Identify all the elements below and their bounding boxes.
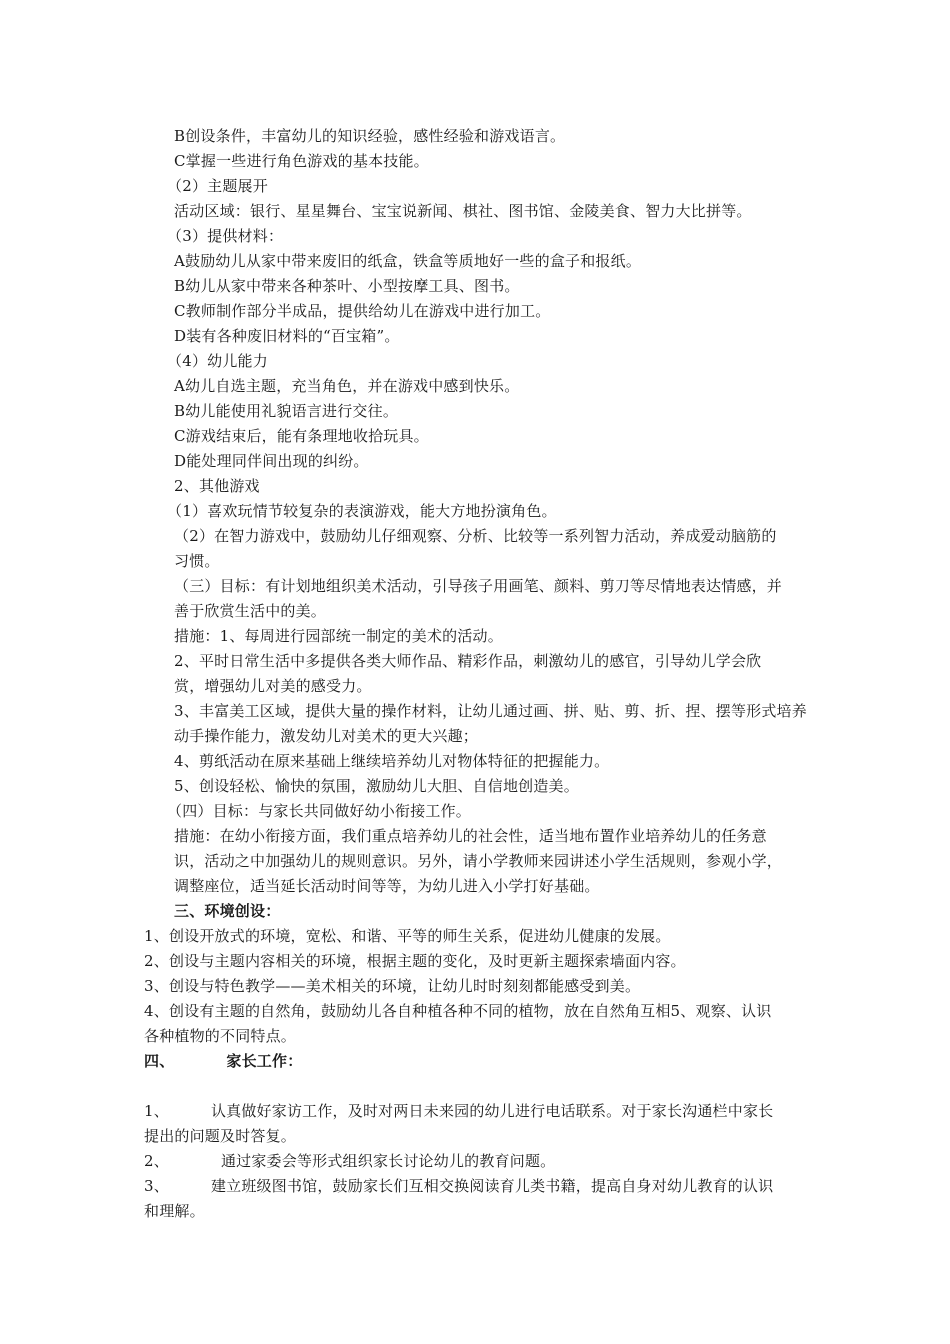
text-line: D能处理同伴间出现的纠纷。 [174, 452, 369, 470]
list-item-number: 3、 [144, 1177, 169, 1195]
text-line: 3、丰富美工区域，提供大量的操作材料，让幼儿通过画、拼、贴、剪、折、捏、摆等形式培养 [174, 702, 807, 720]
text-line: （2）在智力游戏中，鼓励幼儿仔细观察、分析、比较等一系列智力活动，养成爱动脑筋的 [174, 527, 777, 545]
list-item [144, 1149, 555, 1173]
section-number: 四、 [144, 1052, 175, 1070]
text-line: D装有各种废旧材料的“百宝箱”。 [174, 327, 400, 345]
text-line: 措施：1、每周进行园部统一制定的美术的活动。 [174, 627, 503, 645]
text-line: 措施：在幼小衔接方面，我们重点培养幼儿的社会性，适当地布置作业培养幼儿的任务意 [174, 827, 767, 845]
subheading: （四）目标：与家长共同做好幼小衔接工作。 [167, 802, 472, 820]
text-line: B幼儿从家中带来各种茶叶、小型按摩工具、图书。 [174, 277, 520, 295]
text-line: 2、创设与主题内容相关的环境，根据主题的变化，及时更新主题探索墙面内容。 [144, 952, 686, 970]
text-line: A鼓励幼儿从家中带来废旧的纸盒，铁盒等质地好一些的盒子和报纸。 [174, 252, 642, 270]
list-item-number: 1、 [144, 1102, 169, 1120]
subheading: （4）幼儿能力 [167, 352, 268, 370]
text-line: 调整座位，适当延长活动时间等等，为幼儿进入小学打好基础。 [174, 877, 600, 895]
subheading: 2、其他游戏 [174, 477, 260, 495]
list-item-text: 认真做好家访工作，及时对两日未来园的幼儿进行电话联系。对于家长沟通栏中家长 [210, 1102, 774, 1120]
text-line: 1、创设开放式的环境，宽松、和谐、平等的师生关系，促进幼儿健康的发展。 [144, 927, 671, 945]
text-line: 5、创设轻松、愉快的氛围，激励幼儿大胆、自信地创造美。 [174, 777, 579, 795]
text-line: （1）喜欢玩情节较复杂的表演游戏，能大方地扮演角色。 [167, 502, 557, 520]
list-item-continuation: 和理解。 [144, 1202, 205, 1220]
text-line: 习惯。 [174, 552, 220, 570]
text-line: B幼儿能使用礼貌语言进行交往。 [174, 402, 399, 420]
text-line: 2、平时日常生活中多提供各类大师作品、精彩作品，刺激幼儿的感官，引导幼儿学会欣 [174, 652, 762, 670]
text-line: 赏，增强幼儿对美的感受力。 [174, 677, 372, 695]
list-item [144, 1174, 773, 1198]
text-line: 4、剪纸活动在原来基础上继续培养幼儿对物体特征的把握能力。 [174, 752, 610, 770]
list-item-continuation: 提出的问题及时答复。 [144, 1127, 297, 1145]
text-line: 识，活动之中加强幼儿的规则意识。另外，请小学教师来园讲述小学生活规则，参观小学， [174, 852, 783, 870]
text-line: 动手操作能力，激发幼儿对美术的更大兴趣； [174, 727, 479, 745]
text-line: 各种植物的不同特点。 [144, 1027, 297, 1045]
text-line: （三）目标：有计划地组织美术活动，引导孩子用画笔、颜料、剪刀等尽情地表达情感，并 [174, 577, 783, 595]
list-item-text: 建立班级图书馆，鼓励家长们互相交换阅读育儿类书籍，提高自身对幼儿教育的认识 [210, 1177, 774, 1195]
subheading: （3）提供材料： [167, 227, 284, 245]
section-heading-parents [144, 1049, 302, 1073]
text-line: 3、创设与特色教学——美术相关的环境，让幼儿时时刻刻都能感受到美。 [144, 977, 641, 995]
text-line: C游戏结束后，能有条理地收拾玩具。 [174, 427, 429, 445]
text-line: 4、创设有主题的自然角，鼓励幼儿各自种植各种不同的植物，放在自然角互相5、观察、认识 [144, 1002, 772, 1020]
list-item [144, 1099, 773, 1123]
text-line: C教师制作部分半成品，提供给幼儿在游戏中进行加工。 [174, 302, 551, 320]
text-line: A幼儿自选主题，充当角色，并在游戏中感到快乐。 [174, 377, 520, 395]
text-line: 活动区域：银行、星星舞台、宝宝说新闻、棋社、图书馆、金陵美食、智力大比拼等。 [174, 202, 752, 220]
section-heading-environment: 三、环境创设： [174, 902, 281, 920]
text-line: C掌握一些进行角色游戏的基本技能。 [174, 152, 429, 170]
section-title: 家长工作： [226, 1052, 303, 1070]
list-item-text: 通过家委会等形式组织家长讨论幼儿的教育问题。 [220, 1152, 556, 1170]
text-line: B创设条件，丰富幼儿的知识经验，感性经验和游戏语言。 [174, 127, 566, 145]
list-item-number: 2、 [144, 1152, 169, 1170]
text-line: 善于欣赏生活中的美。 [174, 602, 327, 620]
subheading: （2）主题展开 [167, 177, 268, 195]
